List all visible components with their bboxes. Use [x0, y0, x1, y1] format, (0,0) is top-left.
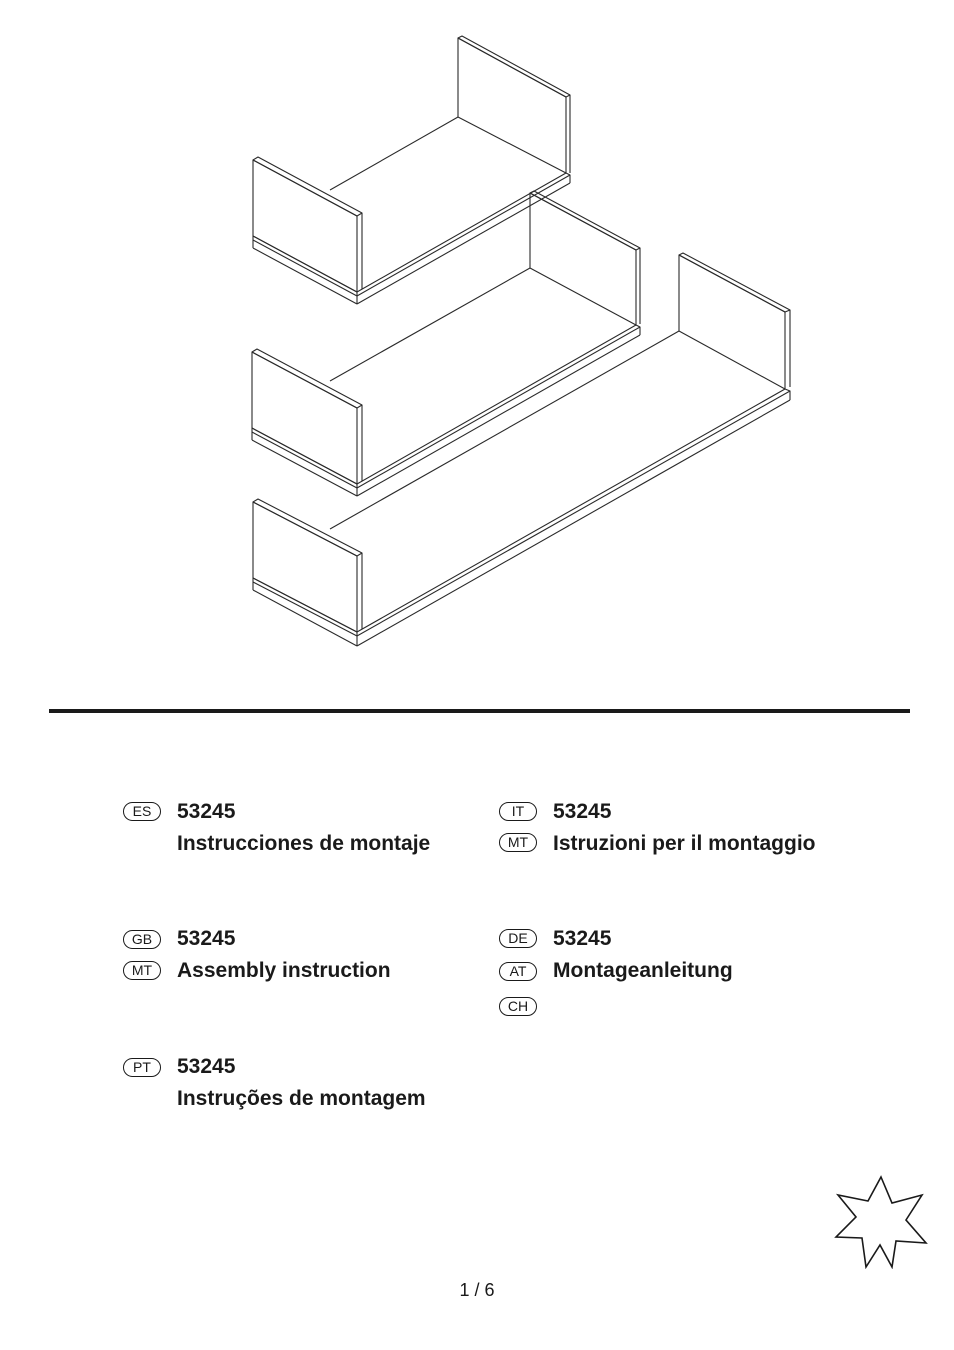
entry-title: Montageanleitung [553, 959, 733, 982]
article-number: 53245 [553, 800, 612, 823]
country-badge-es: ES [123, 802, 161, 821]
section-divider [49, 709, 910, 713]
entry-title: Instruções de montagem [177, 1087, 426, 1110]
entry-title: Assembly instruction [177, 959, 391, 982]
country-badge-pt: PT [123, 1058, 161, 1077]
article-number: 53245 [177, 927, 236, 950]
country-badge-gb: GB [123, 930, 161, 949]
shelf-large [253, 253, 790, 646]
article-number: 53245 [177, 1055, 236, 1078]
country-badge-mt: MT [499, 833, 537, 852]
country-badge-it: IT [499, 802, 537, 821]
article-number: 53245 [553, 927, 612, 950]
country-badge-mt: MT [123, 961, 161, 980]
country-badge-ch: CH [499, 997, 537, 1016]
country-badge-de: DE [499, 929, 537, 948]
article-number: 53245 [177, 800, 236, 823]
entry-title: Istruzioni per il montaggio [553, 832, 816, 855]
star-icon [834, 1175, 928, 1269]
entry-title: Instrucciones de montaje [177, 832, 431, 855]
shelf-medium [252, 191, 640, 496]
page-number: 1 / 6 [459, 1280, 495, 1300]
shelf-small [253, 36, 570, 304]
country-badge-at: AT [499, 962, 537, 981]
